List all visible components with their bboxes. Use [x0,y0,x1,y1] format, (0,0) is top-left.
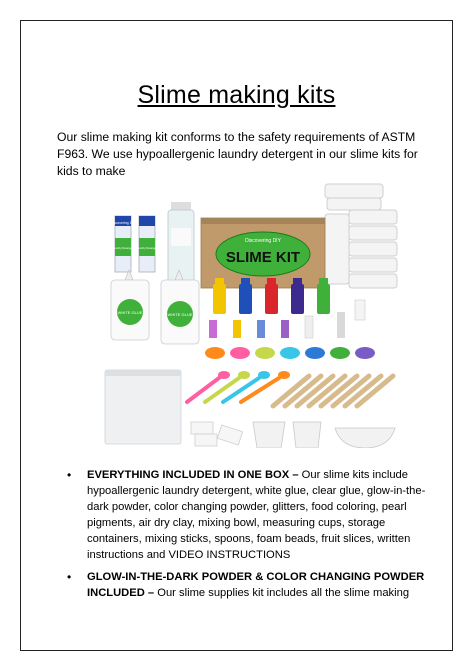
bullet-heading: EVERYTHING INCLUDED IN ONE BOX – [87,469,299,481]
bullet-dot: • [67,570,72,584]
page-title: Slime making kits [137,81,336,109]
white-glue-bottle-1 [111,270,149,340]
spoons [187,371,290,402]
bottle-label-text: Laundry Detergent [135,246,159,250]
bullet-dot: • [67,468,72,482]
mixing-bowl [335,428,395,448]
pigment-vials [209,300,365,338]
slime-kit-box [201,218,325,288]
box-brand: Discovering DIY [245,238,281,244]
mixing-sticks [273,376,393,406]
bottle-label-text: Laundry Detergent [111,246,135,250]
clay-containers [205,347,375,359]
measuring-cups [253,422,321,448]
bullet-heading: GLOW-IN-THE-DARK POWDER & COLOR CHANGING POWDER INCLUDED – [87,571,425,599]
list-item [67,569,439,601]
box-label: SLIME KIT [225,249,301,266]
detergent-bottle-2 [135,216,158,272]
storage-cups [325,184,397,288]
document-page [20,20,453,651]
bullet-text: Our slime supplies kit includes all the slime making [154,587,410,599]
feature-list [67,467,439,607]
glue-label-text: WHITE GLUE [167,312,193,317]
white-glue-bottle-2 [161,270,199,344]
powder-packets [191,422,243,446]
intro-paragraph: Our slime making kit conforms to the safety requirements of ASTM F963. We use hypoallergenic laundry detergent in our slime kits for kids to make [57,130,418,178]
foam-beads-bag [105,370,181,444]
detergent-bottle-1 [110,216,136,272]
list-item [67,467,439,563]
bottle-brand-text: Discovering DIY [110,221,136,225]
bullet-text: Our slime kits include hypoallergenic laundry detergent, white glue, clear glue, glow-in-the-dark powder, color changing powder, glitters, food coloring, pearl pigments, air dry clay, mixing bowl, measuring cups, storage containers, mixing sticks, spoons, foam beads, fruit slices, written instructions and VIDEO INSTRUCTIONS [87,469,426,561]
product-photo [83,176,401,448]
glue-label-text: WHITE GLUE [117,310,143,315]
